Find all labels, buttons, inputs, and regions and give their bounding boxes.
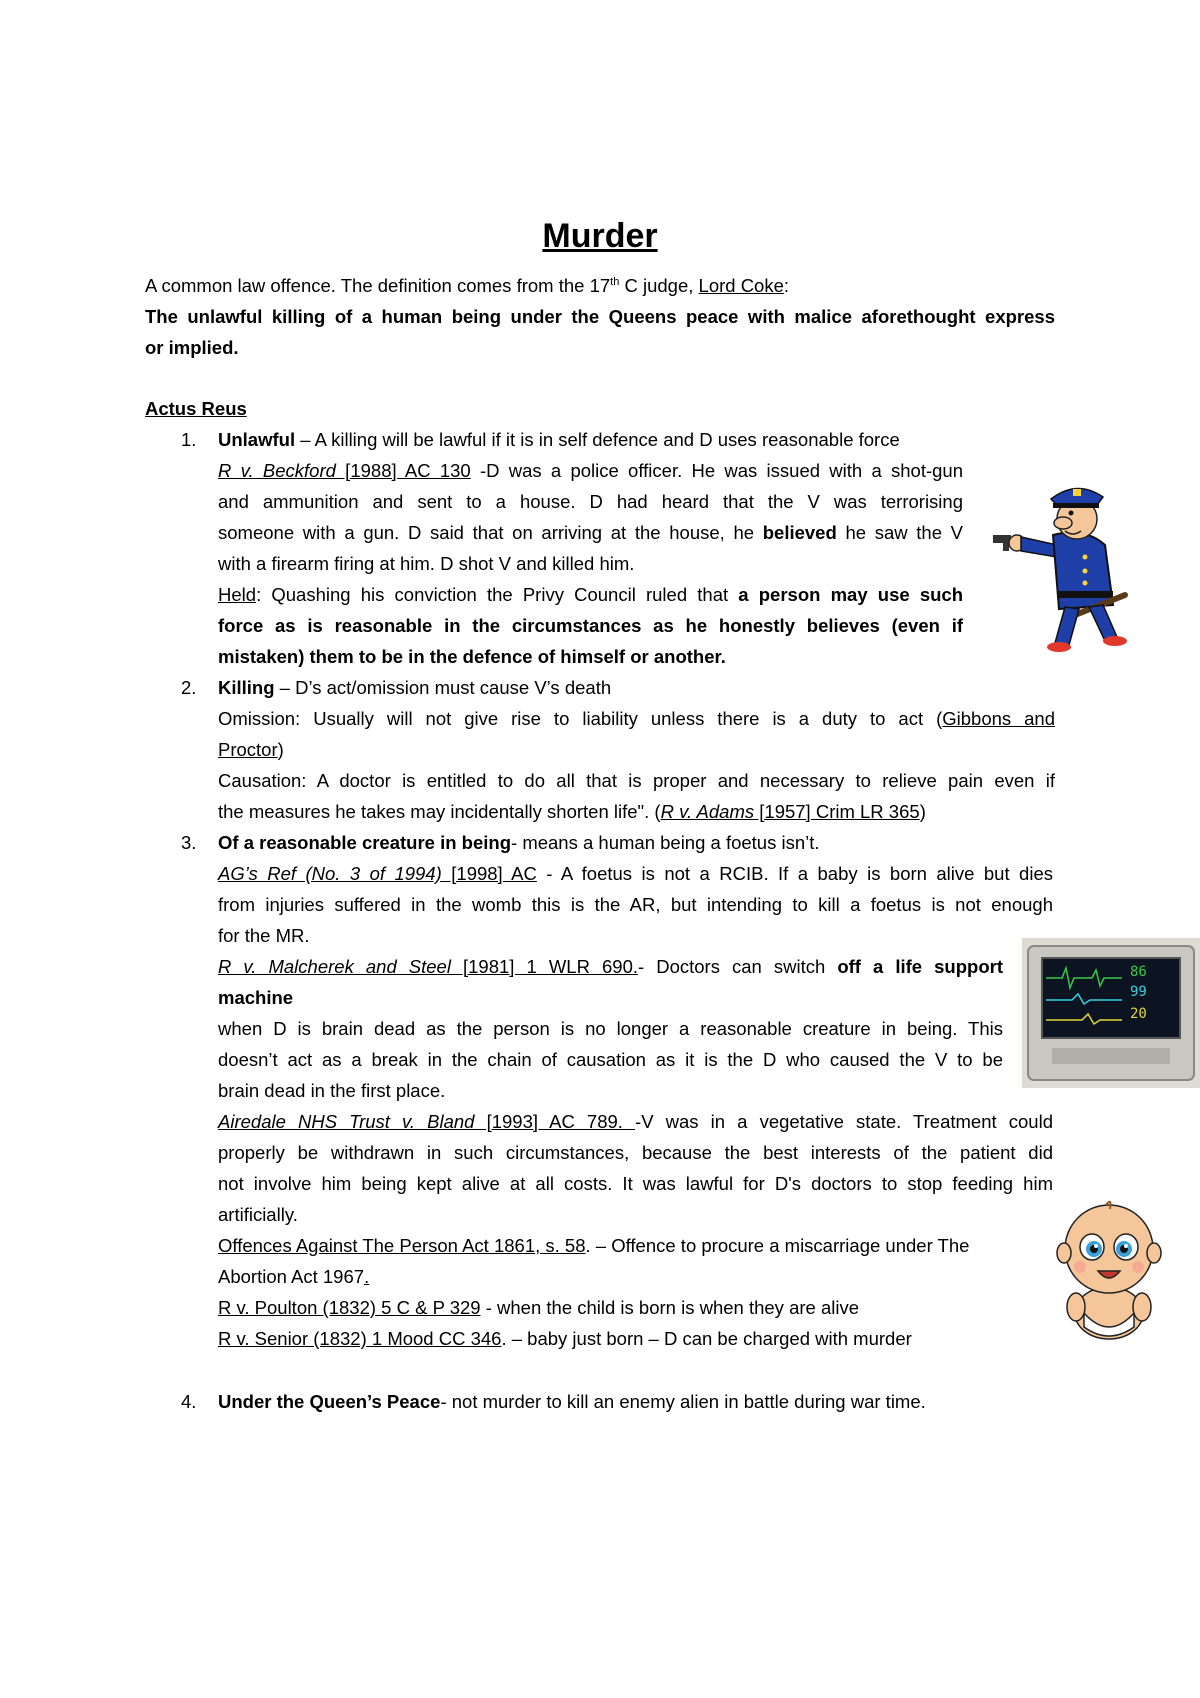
text-line (218, 1292, 859, 1323)
item-text: the measures he takes may incidentally shorten life". ( (218, 801, 661, 822)
gibbons-proctor-link[interactable]: Proctor (218, 739, 278, 760)
baby-illustration (1050, 1195, 1168, 1345)
text-line: for the MR. (218, 925, 310, 946)
list-item (218, 1386, 926, 1417)
item-text: -V was in a vegetative state. Treatment could (635, 1111, 1053, 1132)
item-text: someone with a gun. D said that on arriving at the house, he (218, 522, 763, 543)
list-item (218, 827, 820, 858)
item-term: Killing (218, 677, 275, 698)
text-line: properly be withdrawn in such circumstances, because the best interests of the patient did (218, 1142, 1053, 1163)
intro-text: A common law offence. The definition comes from the 17 (145, 275, 611, 296)
item-term: Under the Queen’s Peace (218, 1391, 441, 1412)
text-line: mistaken) them to be in the defence of himself or another. (218, 646, 726, 667)
gibbons-proctor-link[interactable]: Gibbons and (942, 708, 1056, 729)
text-line (218, 858, 1053, 889)
item-text: - when the child is born is when they are alive (480, 1297, 859, 1318)
case-citation: [1957] Crim LR 365 (754, 801, 920, 822)
item-text: he saw the V (836, 522, 964, 543)
text-line (218, 796, 926, 827)
text-line (218, 1106, 1053, 1137)
text-line (218, 1261, 369, 1292)
case-link[interactable]: R v. Beckford (218, 460, 336, 481)
list-number: 4. (181, 1391, 197, 1412)
item-text: : Quashing his conviction the Privy Council ruled that (256, 584, 739, 605)
case-link[interactable]: AG’s Ref (No. 3 of 1994) (218, 863, 442, 884)
text-line (218, 455, 963, 486)
monitor-value: 20 (1130, 1006, 1147, 1022)
text-line: brain dead in the first place. (218, 1080, 446, 1101)
case-citation: [1993] AC 789. (474, 1111, 636, 1132)
monitor-value: 86 (1130, 964, 1147, 980)
statute-link[interactable]: Offences Against The Person Act 1861, s. 58 (218, 1235, 586, 1256)
text-line: and ammunition and sent to a house. D had heard that the V was terrorising (218, 491, 963, 512)
superscript: th (610, 275, 620, 288)
text-line (218, 1230, 969, 1261)
item-text: . – baby just born – D can be charged with murder (501, 1328, 912, 1349)
item-text: . (364, 1266, 370, 1287)
held-label: Held (218, 584, 257, 605)
item-term: Unlawful (218, 429, 296, 450)
definition-line-1: The unlawful killing of a human being under the Queens peace with malice aforethought express (145, 306, 1055, 327)
text-line: when D is brain dead as the person is no longer a reasonable creature in being. This (218, 1018, 1003, 1039)
text-line: with a firearm firing at him. D shot V and killed him. (218, 553, 635, 574)
list-item (218, 424, 900, 455)
intro-line (145, 270, 789, 301)
intro-text: C judge, (619, 275, 699, 296)
case-link[interactable]: R v. Adams (660, 801, 755, 822)
case-citation: [1981] 1 WLR 690. (450, 956, 638, 977)
list-item (218, 672, 611, 703)
case-link[interactable]: R v. Poulton (1832) 5 C & P 329 (218, 1297, 481, 1318)
text-line: doesn’t act as a break in the chain of causation as it is the D who caused the V to be (218, 1049, 1003, 1070)
item-text: ) (277, 739, 284, 760)
item-text: -D was a police officer. He was issued with a shot-gun (470, 460, 963, 481)
text-line (218, 579, 963, 610)
item-text: – D’s act/omission must cause V’s death (274, 677, 612, 698)
case-citation: [1988] AC 130 (335, 460, 471, 481)
item-text: - not murder to kill an enemy alien in battle during war time. (440, 1391, 926, 1412)
text-line: not involve him being kept alive at all costs. It was lawful for D's doctors to stop feeding him (218, 1173, 1053, 1194)
section-heading: Actus Reus (145, 398, 247, 419)
patient-monitor-illustration (1022, 938, 1200, 1088)
item-term: Of a reasonable creature in being (218, 832, 512, 853)
text-line (218, 517, 963, 548)
text-line: force as is reasonable in the circumstances as he honestly believes (even if (218, 615, 963, 636)
case-link[interactable]: R v. Senior (1832) 1 Mood CC 346 (218, 1328, 502, 1349)
item-text: - A foetus is not a RCIB. If a baby is born alive but dies (536, 863, 1053, 884)
text-line (218, 1323, 912, 1354)
definition-line-2: or implied. (145, 337, 239, 358)
item-text: ) (919, 801, 926, 822)
text-line (218, 734, 284, 765)
lord-coke-link[interactable]: Lord Coke (698, 275, 784, 296)
item-text: - Doctors can switch (638, 956, 838, 977)
emphasis: a person may use such (738, 584, 963, 605)
intro-text: : (783, 275, 790, 296)
item-text: – A killing will be lawful if it is in self defence and D uses reasonable force (295, 429, 900, 450)
list-number: 2. (181, 677, 197, 698)
case-citation: [1998] AC (441, 863, 537, 884)
text-line: from injuries suffered in the womb this is the AR, but intending to kill a foetus is not enough (218, 894, 1053, 915)
item-text: . – Offence to procure a miscarriage under The (585, 1235, 970, 1256)
case-link[interactable]: Airedale NHS Trust v. Bland (218, 1111, 475, 1132)
list-number: 3. (181, 832, 197, 853)
item-text: - means a human being a foetus isn’t. (511, 832, 820, 853)
text-line: artificially. (218, 1204, 298, 1225)
text-line (218, 703, 1055, 734)
case-link[interactable]: R v. Malcherek and Steel (218, 956, 451, 977)
emphasis: off a life support (837, 956, 1003, 977)
item-text: Omission: Usually will not give rise to liability unless there is a duty to act ( (218, 708, 943, 729)
item-text: Abortion Act 1967 (218, 1266, 365, 1287)
text-line: machine (218, 987, 294, 1008)
list-number: 1. (181, 429, 197, 450)
monitor-value: 99 (1130, 984, 1147, 1000)
policeman-illustration (985, 475, 1160, 655)
text-line: Causation: A doctor is entitled to do all that is proper and necessary to relieve pain even if (218, 770, 1055, 791)
emphasis: believed (762, 522, 837, 543)
text-line (218, 951, 1003, 982)
page-title: Murder (542, 217, 658, 255)
